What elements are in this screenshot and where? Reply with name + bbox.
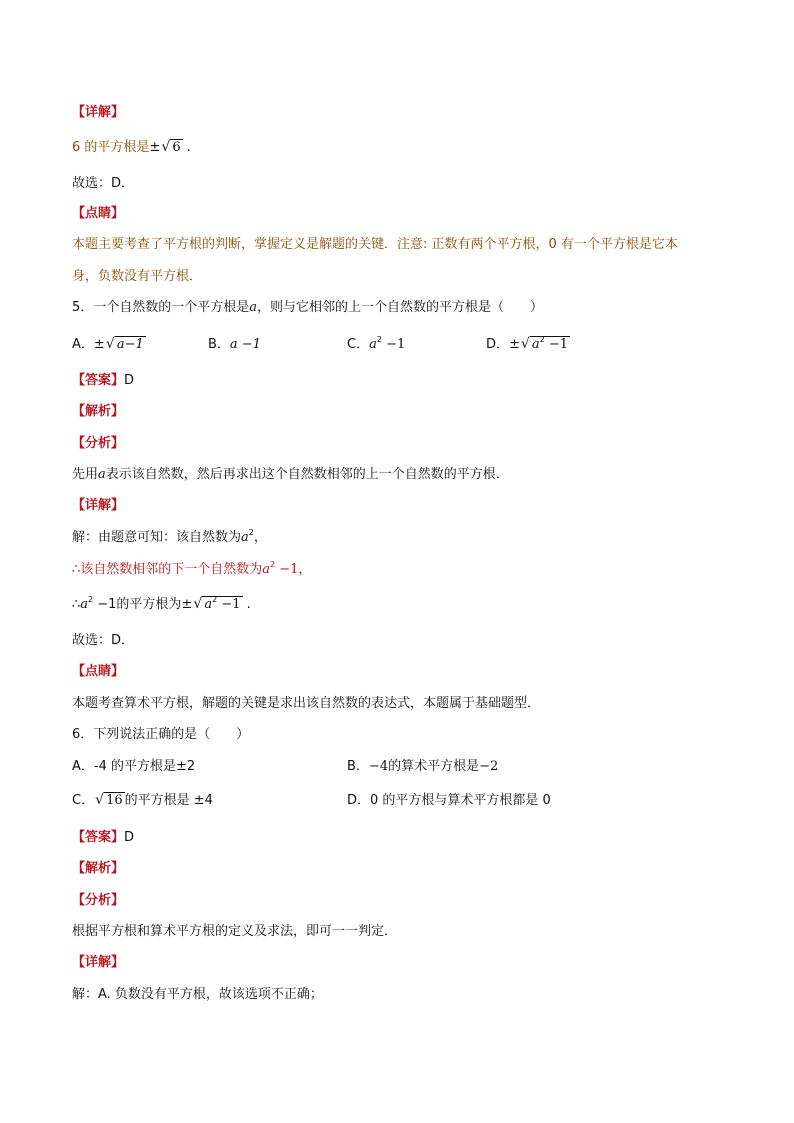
answer-line: 【答案】D	[72, 373, 135, 388]
analysis-text: 先用a表示该自然数，然后再求出这个自然数相邻的上一个自然数的平方根．	[72, 467, 509, 482]
option-d: D．0 的平方根与算术平方根都是 0	[347, 793, 551, 808]
comment-line: 身，负数没有平方根．	[72, 269, 203, 284]
comment-line: 本题考查算术平方根，解题的关键是求出该自然数的表达式，本题属于基础题型．	[72, 696, 541, 711]
comment-line: 本题主要考查了平方根的判断，掌握定义是解题的关键．注意: 正数有两个平方根，0 有一个平方根是它本	[72, 237, 678, 252]
option-d: D．± √ $a^2 -1$	[486, 335, 569, 352]
solution-line-1: 解：由题意可知：该自然数为$a^2$，	[72, 528, 267, 545]
section-heading-detail: 【详解】	[72, 105, 125, 120]
question-6-stem: 6．下列说法正确的是（ ）	[72, 727, 250, 742]
option-a: A．± √ a−1	[72, 336, 144, 352]
choose-line: 故选：D．	[72, 176, 135, 191]
solution-line-3: $\therefore a^2 -1$的平方根为± √ $a^2 -1$ .	[72, 595, 251, 612]
option-a: A．-4 的平方根是±2	[72, 759, 196, 774]
section-heading-analysis: 【解析】	[72, 404, 125, 419]
question-5-stem: 5．一个自然数的一个平方根是a，则与它相邻的上一个自然数的平方根是（ ）	[72, 300, 544, 315]
section-heading-fenxi: 【分析】	[72, 436, 125, 451]
solution-line-2: ∴该自然数相邻的下一个自然数为$a^2 -1$，	[72, 560, 312, 577]
option-b: B．−4的算术平方根是−2	[347, 759, 499, 774]
choose-line: 故选：D．	[72, 633, 135, 648]
section-heading-detail: 【详解】	[72, 498, 125, 513]
solution-line-1: 解：A. 负数没有平方根，故该选项不正确；	[72, 987, 323, 1002]
option-c: C． √ 16 的平方根是 ±4	[72, 792, 213, 808]
answer-line: 【答案】D	[72, 830, 135, 845]
section-heading-analysis: 【解析】	[72, 861, 125, 876]
analysis-text: 根据平方根和算术平方根的定义及求法，即可一一判定．	[72, 924, 398, 939]
sqrt-6-line: 6 的平方根是± √ 6 .	[72, 139, 191, 155]
section-heading-detail: 【详解】	[72, 955, 125, 970]
section-heading-fenxi: 【分析】	[72, 893, 125, 908]
section-heading-comment: 【点睛】	[72, 206, 125, 221]
option-b: B．a −1	[208, 337, 261, 352]
section-heading-comment: 【点睛】	[72, 664, 125, 679]
option-c: C．$a^2 -1$	[347, 335, 406, 352]
